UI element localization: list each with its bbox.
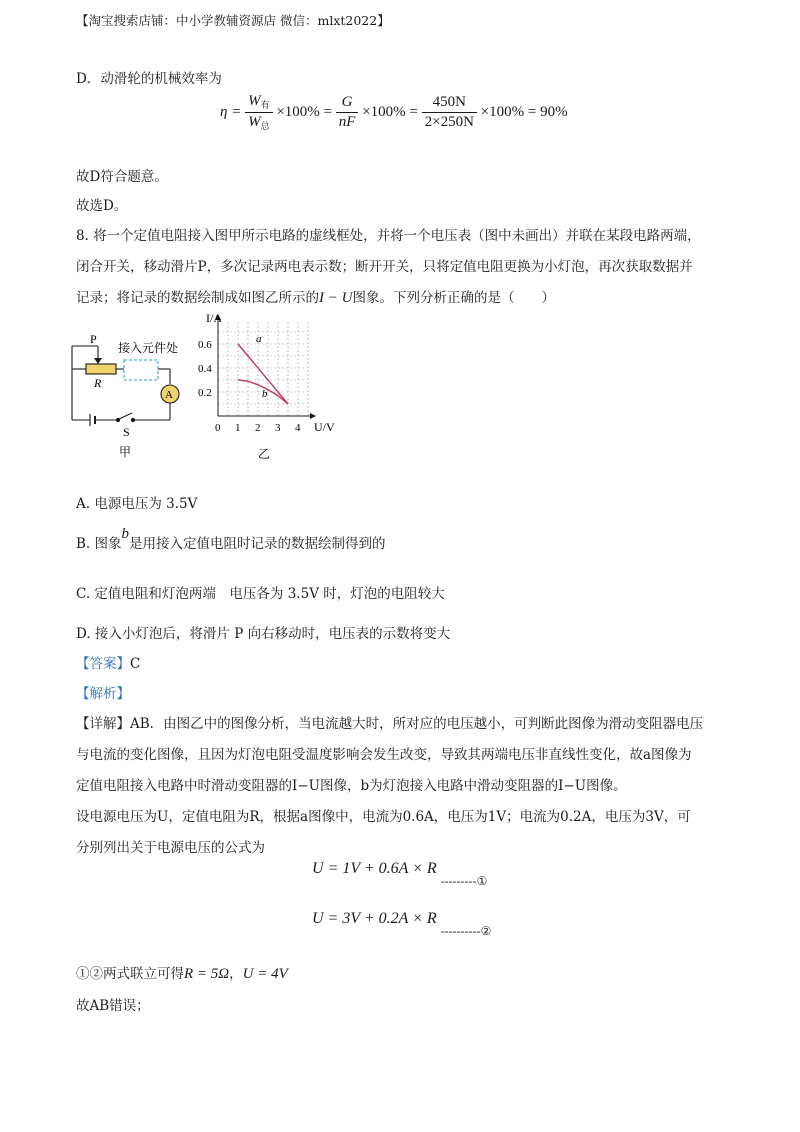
y-tick-label: 0.4 xyxy=(198,363,212,375)
eff-frac-w: $\frac{W_有}{W_总}$ xyxy=(245,93,273,132)
equation-1: $U = 1V + 0.6A \times R_{---------①}$ xyxy=(312,860,488,888)
chart-ylabel: I/A xyxy=(206,311,222,325)
chart-ticks xyxy=(198,339,301,434)
x-tick-label: 2 xyxy=(255,422,261,434)
ab-wrong: 故AB错误； xyxy=(76,998,150,1014)
page-header: 【淘宝搜索店铺：中小学教辅资源店 微信：mlxt2022】 xyxy=(76,13,390,28)
option-c: C. 定值电阻和灯泡两端 电压各为 3.5V 时，灯泡的电阻较大 xyxy=(76,586,445,602)
eff-times-1: ×100% = xyxy=(276,103,333,120)
iu-chart xyxy=(196,310,346,462)
answer-line xyxy=(76,652,140,672)
eff-times-2: ×100% = xyxy=(362,103,418,120)
y-tick-label: 0.6 xyxy=(198,339,212,351)
x-tick-label: 0 xyxy=(215,422,221,434)
series-label-b: b xyxy=(262,387,268,400)
x-tick-label: 1 xyxy=(235,422,241,434)
resistor-r-label: R xyxy=(94,376,102,390)
series-label-a: a xyxy=(256,333,262,345)
circuit-diagram xyxy=(66,330,196,460)
answer-value: C xyxy=(130,656,141,672)
equation-2: $U = 3V + 0.2A \times R_{----------②}$ xyxy=(312,910,492,938)
chart-grid xyxy=(218,322,308,416)
circuit-caption: 甲 xyxy=(119,445,132,459)
d-conclusion: 故D符合题意。 xyxy=(76,169,168,185)
part-d-intro: D．动滑轮的机械效率为 xyxy=(76,71,222,87)
slot-label: 接入元件处 xyxy=(118,341,179,355)
q8-line3: 记录；将记录的数据绘制成如图乙所示的I − U图象。下列分析正确的是（ ） xyxy=(76,290,555,306)
detail-line3: 定值电阻接入电路中时滑动变阻器的I−U图像，b为灯泡接入电路中滑动变阻器的I−U图像。 xyxy=(76,778,627,794)
x-tick-label: 4 xyxy=(295,422,301,434)
eff-lhs: η = xyxy=(220,103,242,120)
x-axis-arrow xyxy=(310,413,316,419)
option-b: B. 图象b是用接入定值电阻时记录的数据绘制得到的 xyxy=(76,526,386,552)
y-tick-label: 0.2 xyxy=(198,387,212,399)
efficiency-formula xyxy=(220,93,568,132)
detail-line2: 与电流的变化图像，且因为灯泡电阻受温度影响会发生改变，导致其两端电压非直线性变化，故a图像为 xyxy=(76,747,692,763)
ammeter-symbol: A xyxy=(165,389,173,401)
eff-frac-g: $\frac{G}{nF}$ xyxy=(336,94,359,131)
option-a: A. 电源电压为 3.5V xyxy=(76,496,198,512)
analysis-tag: 【解析】 xyxy=(76,686,130,702)
chart-caption: 乙 xyxy=(258,447,271,461)
q8-line1: 8. 将一个定值电阻接入图甲所示电路的虚线框处，并将一个电压表（图中未画出）并联在某段电路两端， xyxy=(76,228,701,244)
slider-p-label: P xyxy=(90,332,97,346)
answer-tag: 【答案】 xyxy=(76,656,130,672)
x-tick-label: 3 xyxy=(275,422,281,434)
detail-line1: 【详解】AB．由图乙中的图像分析，当电流越大时，所对应的电压越小，可判断此图像为滑动变阻器电压 xyxy=(76,716,704,732)
switch-label: S xyxy=(123,425,130,439)
chart-xlabel: U/V xyxy=(314,420,335,434)
q8-line2: 闭合开关，移动滑片P，多次记录两电表示数；断开开关，只将定值电阻更换为小灯泡，再次获取数据并 xyxy=(76,259,693,275)
solve-line: ①②两式联立可得R = 5Ω，U = 4V xyxy=(76,966,288,982)
eff-frac-values: $\frac{450N}{2\times 250N}$ xyxy=(422,94,477,131)
eff-result: ×100% = 90% xyxy=(480,103,568,120)
detail-line4: 设电源电压为U，定值电阻为R，根据a图像中，电流为0.6A，电压为1V；电流为0.2A，电压为3V，可 xyxy=(76,809,691,825)
choose-d: 故选D。 xyxy=(76,198,128,214)
chart-series xyxy=(238,333,288,404)
chart-axes xyxy=(215,314,316,419)
option-d: D. 接入小灯泡后，将滑片 P 向右移动时，电压表的示数将变大 xyxy=(76,626,451,642)
detail-line5: 分别列出关于电源电压的公式为 xyxy=(76,840,265,856)
